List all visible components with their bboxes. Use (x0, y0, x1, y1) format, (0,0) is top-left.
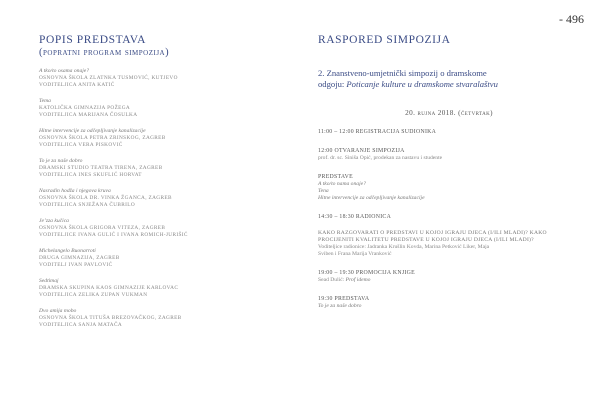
workshop-question: KAKO RAZGOVARATI O PREDSTAVI U KOJOJ IGRAJU DJECA (I/ILI MLADI)? KAKO (318, 230, 547, 236)
play-title: A tko/to osama onaje? (39, 68, 90, 74)
schedule-item-head: 19:00 – 19:30 PROMOCIJA KNJIGE (318, 270, 415, 276)
schedule-item (318, 296, 580, 310)
symposium-line-2 (318, 79, 580, 90)
schedule-item-head: 19:30 PREDSTAVA (318, 296, 370, 302)
schedule-play-title: Tena (318, 188, 329, 194)
play-director: VODITELJ IVAN PAVLOVIĆ (39, 262, 113, 268)
play-title: Sedtimaj (39, 278, 59, 284)
play-entry (39, 68, 269, 89)
workshop-leaders: Voditeljice radionice: Jadranka Krušlin Kovda, Marina Petković Liker, Maja (318, 244, 490, 250)
play-school: KATOLIČKA GIMNAZIJA POŽEGA (39, 105, 131, 111)
plays-list-title: POPIS PREDSTAVA (39, 34, 147, 46)
play-entry (39, 248, 269, 269)
play-director: VODITELJICA ANITA KATIĆ (39, 82, 115, 88)
schedule-play-title: To je za naše dobro (318, 303, 362, 309)
play-director: VODITELJICA SNJEŽANA ČUBRILO (39, 202, 136, 208)
schedule-item (318, 174, 580, 202)
symposium-heading (318, 68, 580, 90)
schedule-item-head: PREDSTAVE (318, 174, 353, 180)
play-entry (39, 218, 269, 239)
play-title: Tema (39, 98, 51, 104)
play-entry (39, 308, 269, 329)
schedule-title: RASPORED SIMPOZIJA (318, 34, 451, 46)
play-title: To je za naše dobro (39, 158, 83, 164)
schedule-date: 20. rujna 2018. (četvrtak) (405, 109, 493, 117)
play-title: Nasradin hodža i njegova kruva (39, 188, 111, 194)
schedule-item-head: 12:00 OTVARANJE SIMPOZIJA (318, 148, 405, 154)
schedule-item (318, 148, 580, 162)
play-title: Je’zza kučica (39, 218, 69, 224)
schedule-item-head: 11:00 – 12:00 REGISTRACIJA SUDIONIKA (318, 129, 437, 135)
page-number: - 496 (559, 12, 584, 26)
play-title: Michelangelo Buonarroti (39, 248, 96, 254)
right-page (318, 34, 580, 310)
play-school: OSNOVNA ŠKOLA GRIGORA VITEZA, ZAGREB (39, 225, 166, 231)
schedule-item-text: prof. dr. sc. Siniša Opić, prodekan za nastavu i studente (318, 155, 443, 161)
symposium-line-2-plain: odgoju: (318, 79, 347, 89)
play-school: OSNOVNA ŠKOLA DR. VINKA ŽGANCA, ZAGREB (39, 195, 172, 201)
play-entry (39, 278, 269, 299)
symposium-line-1: 2. Znanstveno-umjetnički simpozij o dramskome (318, 68, 487, 78)
plays-list-subtitle: (popratni program simpozija) (39, 47, 170, 58)
play-director: VODITELJICA MARIJANA ČOSULKA (39, 112, 138, 118)
play-title: Hitne intervencije za odčepljivanje kanalizacije (39, 128, 146, 134)
play-director: VODITELJICE IVANA GULIĆ I IVANA ROMICH-JURIŠIĆ (39, 232, 188, 238)
play-school: DRUGA GIMNAZIJA, ZAGREB (39, 255, 120, 261)
schedule-item (318, 129, 580, 136)
play-entry (39, 158, 269, 179)
schedule-item (318, 214, 580, 221)
play-entry (39, 98, 269, 119)
play-director: VODITELJICA VERA PISKOVIĆ (39, 142, 123, 148)
book-author: Sead Dulić: (318, 277, 346, 283)
play-entry (39, 128, 269, 149)
schedule-play-title: Hitne intervencije za odčepljivanje kanalizacije (318, 195, 425, 201)
play-entry (39, 188, 269, 209)
left-page (39, 34, 269, 329)
workshop-leaders: Sviben i Frana Marija Vranković (318, 251, 392, 257)
play-school: OSNOVNA ŠKOLA ZLATNKA TUSMOVIĆ, KUTJEVO (39, 75, 178, 81)
play-school: DRAMSKI STUDIO TEATRA TIRENA, ZAGREB (39, 165, 163, 171)
book-title: Prof idemo (345, 277, 371, 283)
play-director: VODITELJICA INES SKUFLIĆ HORVAT (39, 172, 142, 178)
play-title: Dvo amija mobo (39, 308, 77, 314)
play-school: DRAMSKA SKUPINA KAOS GIMNAZIJE KARLOVAC (39, 285, 179, 291)
play-school: OSNOVNA ŠKOLA TITUŠA BREZOVAČKOG, ZAGREB (39, 315, 182, 321)
play-director: VODITELJICA ZELIKA ZUPAN VUKMAN (39, 292, 148, 298)
play-school: OSNOVNA ŠKOLA PETRA ZRINSKOG, ZAGREB (39, 135, 166, 141)
symposium-theme: Poticanje kulture u dramskome stvaralaštvu (346, 79, 498, 89)
schedule-item (318, 230, 580, 258)
workshop-question: PROCIJENITI KVALITETU PREDSTAVE U KOJOJ IGRAJU DJECA (I/ILI MLADI)? (318, 237, 534, 243)
book-promo-line (318, 277, 580, 284)
schedule-item-head: 14:30 – 18:30 RADIONICA (318, 214, 392, 220)
schedule-play-title: A tko/to nama onaje? (318, 181, 366, 187)
play-director: VODITELJICA SANJA MATAČA (39, 322, 123, 328)
schedule-item (318, 270, 580, 284)
